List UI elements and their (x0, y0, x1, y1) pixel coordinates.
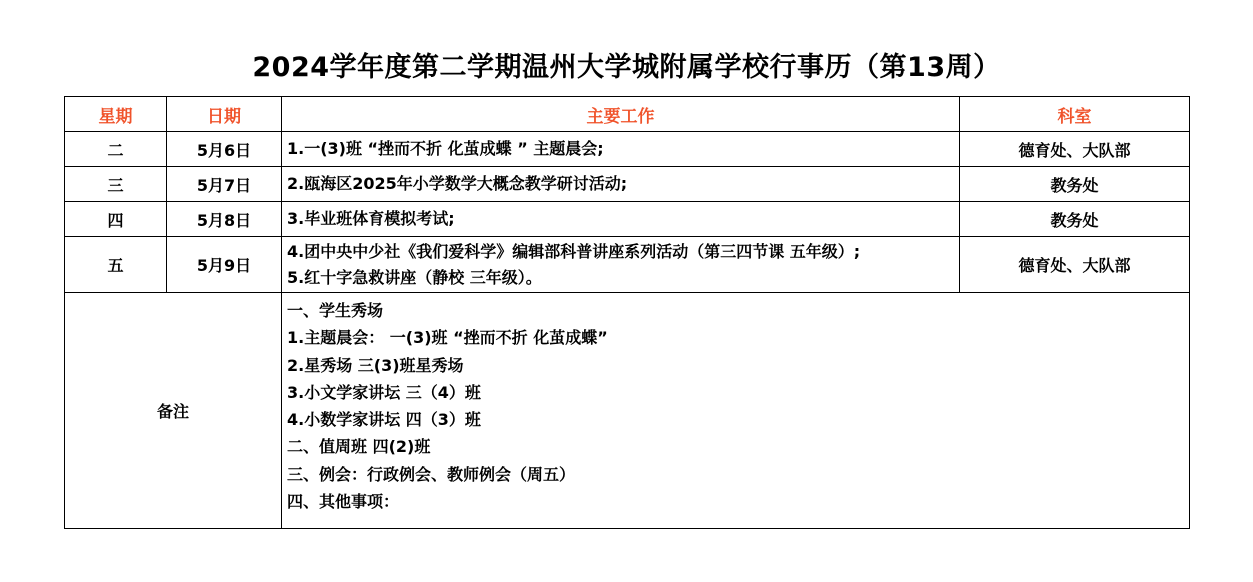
date-cell: 5月6日 (167, 132, 282, 167)
notes-row (65, 293, 1190, 529)
date-cell: 5月9日 (167, 237, 282, 293)
weekday-cell: 二 (65, 132, 167, 167)
weekday-cell: 三 (65, 167, 167, 202)
header-work: 主要工作 (282, 97, 960, 132)
notes-content (282, 293, 1190, 529)
work-item: 3.毕业班体育模拟考试; (287, 209, 455, 228)
table-row (65, 202, 1190, 237)
date-cell: 5月8日 (167, 202, 282, 237)
work-cell (282, 237, 960, 293)
work-cell (282, 202, 960, 237)
table-header-row (65, 97, 1190, 132)
date-cell: 5月7日 (167, 167, 282, 202)
dept-cell: 德育处、大队部 (960, 237, 1190, 293)
table-row (65, 132, 1190, 167)
work-item: 1.一(3)班 “挫而不折 化茧成蝶 ” 主题晨会; (287, 139, 604, 158)
dept-cell: 教务处 (960, 202, 1190, 237)
dept-cell: 教务处 (960, 167, 1190, 202)
table-row (65, 167, 1190, 202)
work-item: 5.红十字急救讲座（静校 三年级）。 (287, 267, 542, 287)
header-dept: 科室 (960, 97, 1190, 132)
header-weekday: 星期 (65, 97, 167, 132)
work-item: 4.团中央中少社《我们爱科学》编辑部科普讲座系列活动（第三四节课 五年级）; (287, 241, 861, 261)
page-title: 2024学年度第二学期温州大学城附属学校行事历（第13周） (252, 52, 1001, 83)
notes-line: 1.主题晨会： 一(3)班 “挫而不折 化茧成蝶” (287, 328, 608, 348)
work-item: 2.瓯海区2025年小学数学大概念教学研讨活动; (287, 174, 628, 193)
notes-line: 三、例会：行政例会、教师例会（周五） (287, 464, 576, 484)
work-cell (282, 132, 960, 167)
schedule-table (64, 96, 1190, 529)
notes-label: 备注 (65, 293, 282, 529)
work-cell (282, 167, 960, 202)
notes-line: 二、值周班 四(2)班 (287, 437, 431, 457)
weekday-cell: 五 (65, 237, 167, 293)
header-date: 日期 (167, 97, 282, 132)
notes-line: 2.星秀场 三(3)班星秀场 (287, 355, 464, 375)
dept-cell: 德育处、大队部 (960, 132, 1190, 167)
notes-line: 4.小数学家讲坛 四（3）班 (287, 410, 481, 430)
table-row (65, 237, 1190, 293)
weekday-cell: 四 (65, 202, 167, 237)
notes-line: 四、其他事项： (287, 492, 400, 512)
notes-line: 一、学生秀场 (287, 301, 384, 320)
notes-line: 3.小文学家讲坛 三（4）班 (287, 382, 481, 402)
